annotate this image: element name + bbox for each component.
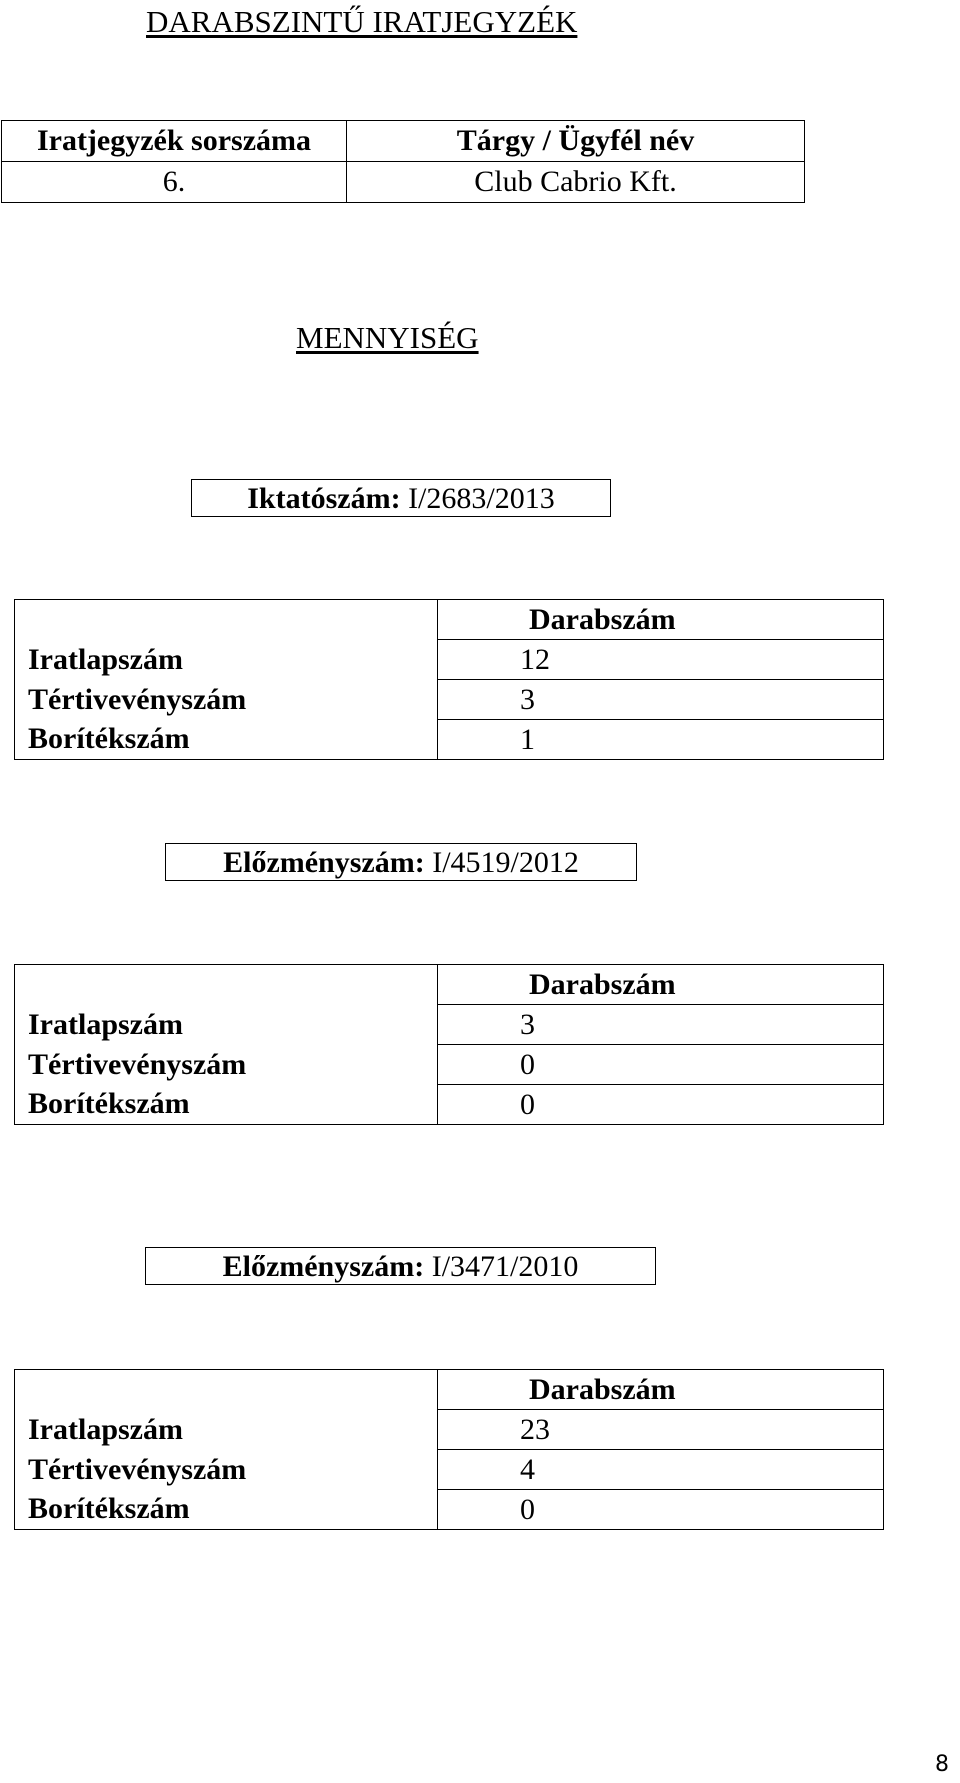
previous-number-label: Előzményszám: [223, 846, 425, 879]
section-title: MENNYISÉG [296, 320, 479, 355]
count-header: Darabszám [438, 965, 884, 1005]
blank-header-cell [15, 600, 438, 640]
row-name: Borítékszám [15, 720, 438, 760]
table-row [15, 1450, 884, 1490]
table-header-row [15, 600, 884, 640]
previous-number-box [165, 843, 637, 881]
table-header-row [15, 1370, 884, 1410]
table-row [15, 1490, 884, 1530]
row-value: 4 [438, 1450, 884, 1490]
row-name: Tértivevényszám [15, 1045, 438, 1085]
table-row [15, 640, 884, 680]
previous-number-value: I/3471/2010 [431, 1250, 579, 1283]
row-value: 0 [438, 1085, 884, 1125]
row-name: Tértivevényszám [15, 680, 438, 720]
filing-number-value: I/2683/2013 [408, 482, 555, 515]
register-number-value: 6. [2, 162, 347, 203]
table-row [15, 1045, 884, 1085]
table-header-row [15, 965, 884, 1005]
row-name: Borítékszám [15, 1085, 438, 1125]
register-header-table [1, 120, 805, 203]
filing-number-label: Iktatószám: [247, 482, 401, 515]
count-table-1 [14, 599, 884, 760]
row-name: Iratlapszám [15, 640, 438, 680]
row-value: 0 [438, 1490, 884, 1530]
table-row [2, 162, 805, 203]
count-header: Darabszám [438, 1370, 884, 1410]
count-header: Darabszám [438, 600, 884, 640]
table-row [15, 720, 884, 760]
row-value: 1 [438, 720, 884, 760]
blank-header-cell [15, 965, 438, 1005]
row-name: Tértivevényszám [15, 1450, 438, 1490]
table-row [15, 680, 884, 720]
subject-client-value: Club Cabrio Kft. [347, 162, 805, 203]
row-name: Iratlapszám [15, 1005, 438, 1045]
count-table-2 [14, 964, 884, 1125]
document-title: DARABSZINTŰ IRATJEGYZÉK [146, 4, 578, 39]
row-name: Borítékszám [15, 1490, 438, 1530]
row-value: 3 [438, 1005, 884, 1045]
previous-number-label: Előzményszám: [222, 1250, 425, 1283]
table-header-row [2, 121, 805, 162]
subject-client-header: Tárgy / Ügyfél név [347, 121, 805, 162]
count-table-3 [14, 1369, 884, 1530]
filing-number-box [191, 479, 611, 517]
table-row [15, 1005, 884, 1045]
row-value: 23 [438, 1410, 884, 1450]
row-value: 12 [438, 640, 884, 680]
row-name: Iratlapszám [15, 1410, 438, 1450]
page-number: 8 [935, 1752, 949, 1777]
table-row [15, 1410, 884, 1450]
row-value: 0 [438, 1045, 884, 1085]
table-row [15, 1085, 884, 1125]
register-number-header: Iratjegyzék sorszáma [2, 121, 347, 162]
previous-number-box [145, 1247, 656, 1285]
blank-header-cell [15, 1370, 438, 1410]
previous-number-value: I/4519/2012 [432, 846, 579, 879]
row-value: 3 [438, 680, 884, 720]
